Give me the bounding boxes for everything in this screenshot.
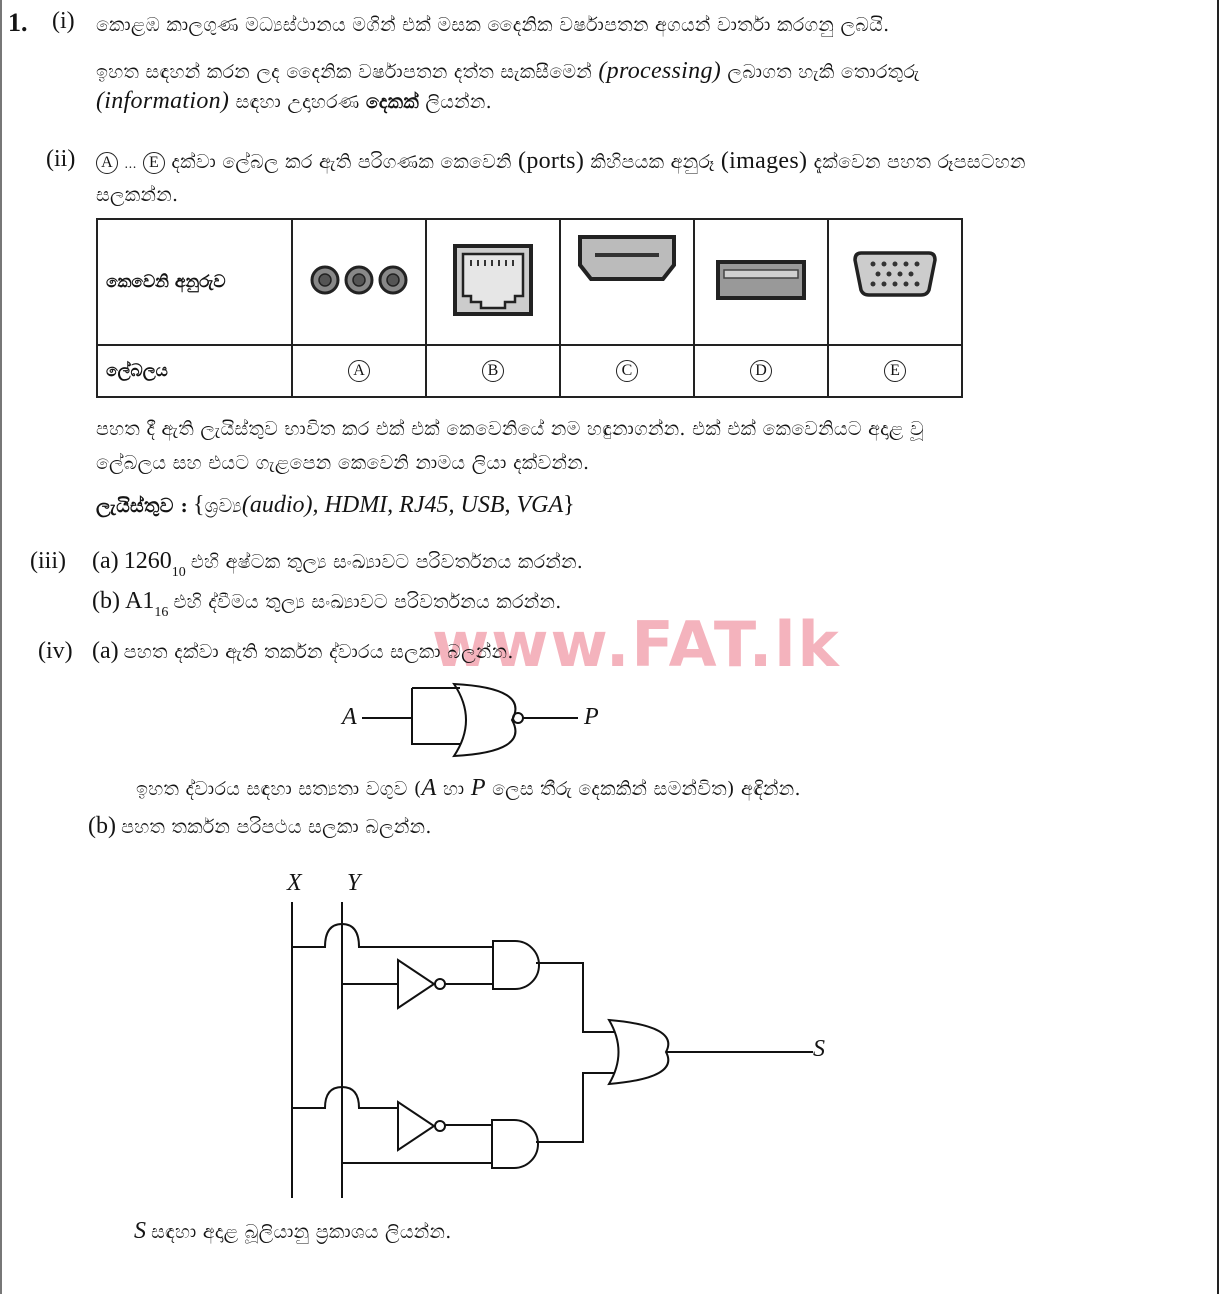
instr-var-a: A xyxy=(421,775,437,801)
gate-output-label: P xyxy=(584,704,599,730)
list-close-brace: } xyxy=(563,492,575,518)
watermark: www.FAT.lk xyxy=(432,608,841,681)
term-images: (images) xyxy=(720,148,808,174)
part-iv-a xyxy=(92,638,514,665)
term-processing: (processing) xyxy=(598,58,722,84)
part-iv-a-text: පහත දක්වා ඇති තර්කන ද්වාරය සලකා බලන්න. xyxy=(123,641,514,663)
part-i-line2-pre: ඉහත සඳහන් කරන ලද දෛනික වර්ෂාපතන දත්ත සැකසීමෙන් xyxy=(96,61,593,83)
hex-base: 16 xyxy=(154,605,169,620)
part-i-line2-post: ලබාගත හැකි තොරතුරු xyxy=(727,61,920,83)
list-audio-sinhala: ශ්‍රව්‍ය xyxy=(204,495,242,517)
list-label: ලැයිස්තුව : xyxy=(96,495,188,517)
port-cell-c xyxy=(560,219,694,345)
instr-var-p: P xyxy=(470,775,486,801)
part-i-line3-post: ලියන්න. xyxy=(425,91,492,113)
port-cell-e xyxy=(828,219,962,345)
circle-label-a: A xyxy=(96,152,118,174)
circuit-input-x: X xyxy=(287,870,302,896)
part-ii-label: (ii) xyxy=(46,146,76,172)
decimal-base: 10 xyxy=(171,565,186,580)
part-iv-b-text: පහත තර්කන පරිපථය සලකා බලන්න. xyxy=(121,816,432,838)
hex-number: A1 xyxy=(125,588,155,614)
part-iv-b xyxy=(88,813,432,840)
nor-gate-diagram xyxy=(360,680,580,760)
port-label-b xyxy=(426,345,560,397)
range-separator: ... xyxy=(124,157,137,171)
rj45-port-icon xyxy=(453,301,533,320)
vga-port-icon xyxy=(853,289,937,308)
circle-label: C xyxy=(616,360,638,382)
audio-jacks-icon xyxy=(309,282,409,301)
part-iii-a xyxy=(92,548,583,581)
port-label-c xyxy=(560,345,694,397)
port-cell-a xyxy=(292,219,426,345)
final-text: සඳහා අදාළ බූලියානු ප්‍රකාශය ලියන්න. xyxy=(151,1221,452,1243)
part-iii-b-text: එහි ද්වීමය තුල්‍ය සංඛ්‍යාවට පරිවර්තනය කරන්න. xyxy=(173,591,562,613)
part-ii-line1-a: දක්වා ලේබල කර ඇති පරිගණක කෙවෙනි xyxy=(171,151,512,173)
circle-label-e: E xyxy=(143,152,165,174)
instr-mid: හා xyxy=(442,778,465,800)
part-i-line3-pre: සඳහා උදාහරණ xyxy=(235,91,360,113)
circle-label: D xyxy=(750,360,772,382)
part-ii-instr-line2: ලේබලය සහ එයට ගැළපෙන කෙවෙනි නාමය ලියා දක්වන්න. xyxy=(96,452,590,474)
part-i-label: (i) xyxy=(52,8,75,34)
part-ii-line1-c: දැක්වෙන පහත රූපසටහන xyxy=(813,151,1026,173)
part-iii-label: (iii) xyxy=(30,548,66,574)
decimal-number: 1260 xyxy=(123,548,172,574)
row-header-port-image: කෙවෙනි අනුරුව xyxy=(97,219,292,345)
list-open-brace: { xyxy=(193,492,205,518)
part-iv-a-instruction xyxy=(136,775,801,802)
circuit-output-s: S xyxy=(813,1036,825,1062)
port-cell-d xyxy=(694,219,828,345)
question-number: 1. xyxy=(8,8,28,37)
page-border-right xyxy=(1217,0,1219,1294)
instr-post: ලෙස තීරු දෙකකින් සමන්විත) අඳින්න. xyxy=(492,778,801,800)
circle-label: B xyxy=(482,360,504,382)
port-label-a xyxy=(292,345,426,397)
port-cell-b xyxy=(426,219,560,345)
part-i-line3 xyxy=(96,88,492,115)
part-i-line3-bold: දෙකක් xyxy=(365,91,420,113)
term-ports: (ports) xyxy=(518,148,585,174)
part-i-line1: කොළඹ කාලගුණ මධ්‍යස්ථානය මගින් එක් මසක දෛනික වර්ෂාපතන අගයන් වාර්තා කරගනු ලබයි. xyxy=(96,14,890,36)
part-iii-a-label: (a) xyxy=(92,548,119,574)
list-items: (audio), HDMI, RJ45, USB, VGA xyxy=(241,492,564,518)
part-ii-line1 xyxy=(96,148,1026,175)
circle-label: A xyxy=(348,360,370,382)
hdmi-port-icon xyxy=(577,290,677,309)
page-border-left xyxy=(0,0,2,1294)
part-iv-label: (iv) xyxy=(38,638,73,664)
ports-label-row xyxy=(97,345,962,397)
part-ii-instr-line1: පහත දී ඇති ලැයිස්තුව භාවිත කර එක් එක් කෙවෙනියේ නම හඳුනාගන්න. එක් එක් කෙවෙනියට අදාළ වූ xyxy=(96,418,924,440)
term-information: (information) xyxy=(96,88,230,114)
instr-pre: ඉහත ද්වාරය සඳහා සත්‍යතා වගුව ( xyxy=(136,778,422,800)
part-iii-b-label: (b) xyxy=(92,588,120,614)
row-header-label: ලේබලය xyxy=(97,345,292,397)
ports-image-row xyxy=(97,219,962,345)
circuit-input-y: Y xyxy=(347,870,361,896)
port-label-e xyxy=(828,345,962,397)
part-i-line2 xyxy=(96,58,920,85)
final-instruction xyxy=(134,1218,452,1245)
part-ii-line2: සලකන්න. xyxy=(96,184,179,206)
ports-table xyxy=(96,218,963,398)
part-iv-b-label: (b) xyxy=(88,813,116,839)
port-label-d xyxy=(694,345,828,397)
final-var-s: S xyxy=(134,1218,146,1244)
circle-label: E xyxy=(884,360,906,382)
part-iii-a-text: එහි අෂ්ටක තුල්‍ය සංඛ්‍යාවට පරිවර්තනය කරන්න. xyxy=(190,551,584,573)
usb-port-icon xyxy=(716,285,806,304)
part-ii-line1-b: කිහිපයක අනුරූ xyxy=(590,151,715,173)
logic-circuit-diagram xyxy=(260,860,820,1220)
port-name-list xyxy=(96,492,575,519)
gate-input-label: A xyxy=(342,704,357,730)
part-iv-a-label: (a) xyxy=(92,638,119,664)
